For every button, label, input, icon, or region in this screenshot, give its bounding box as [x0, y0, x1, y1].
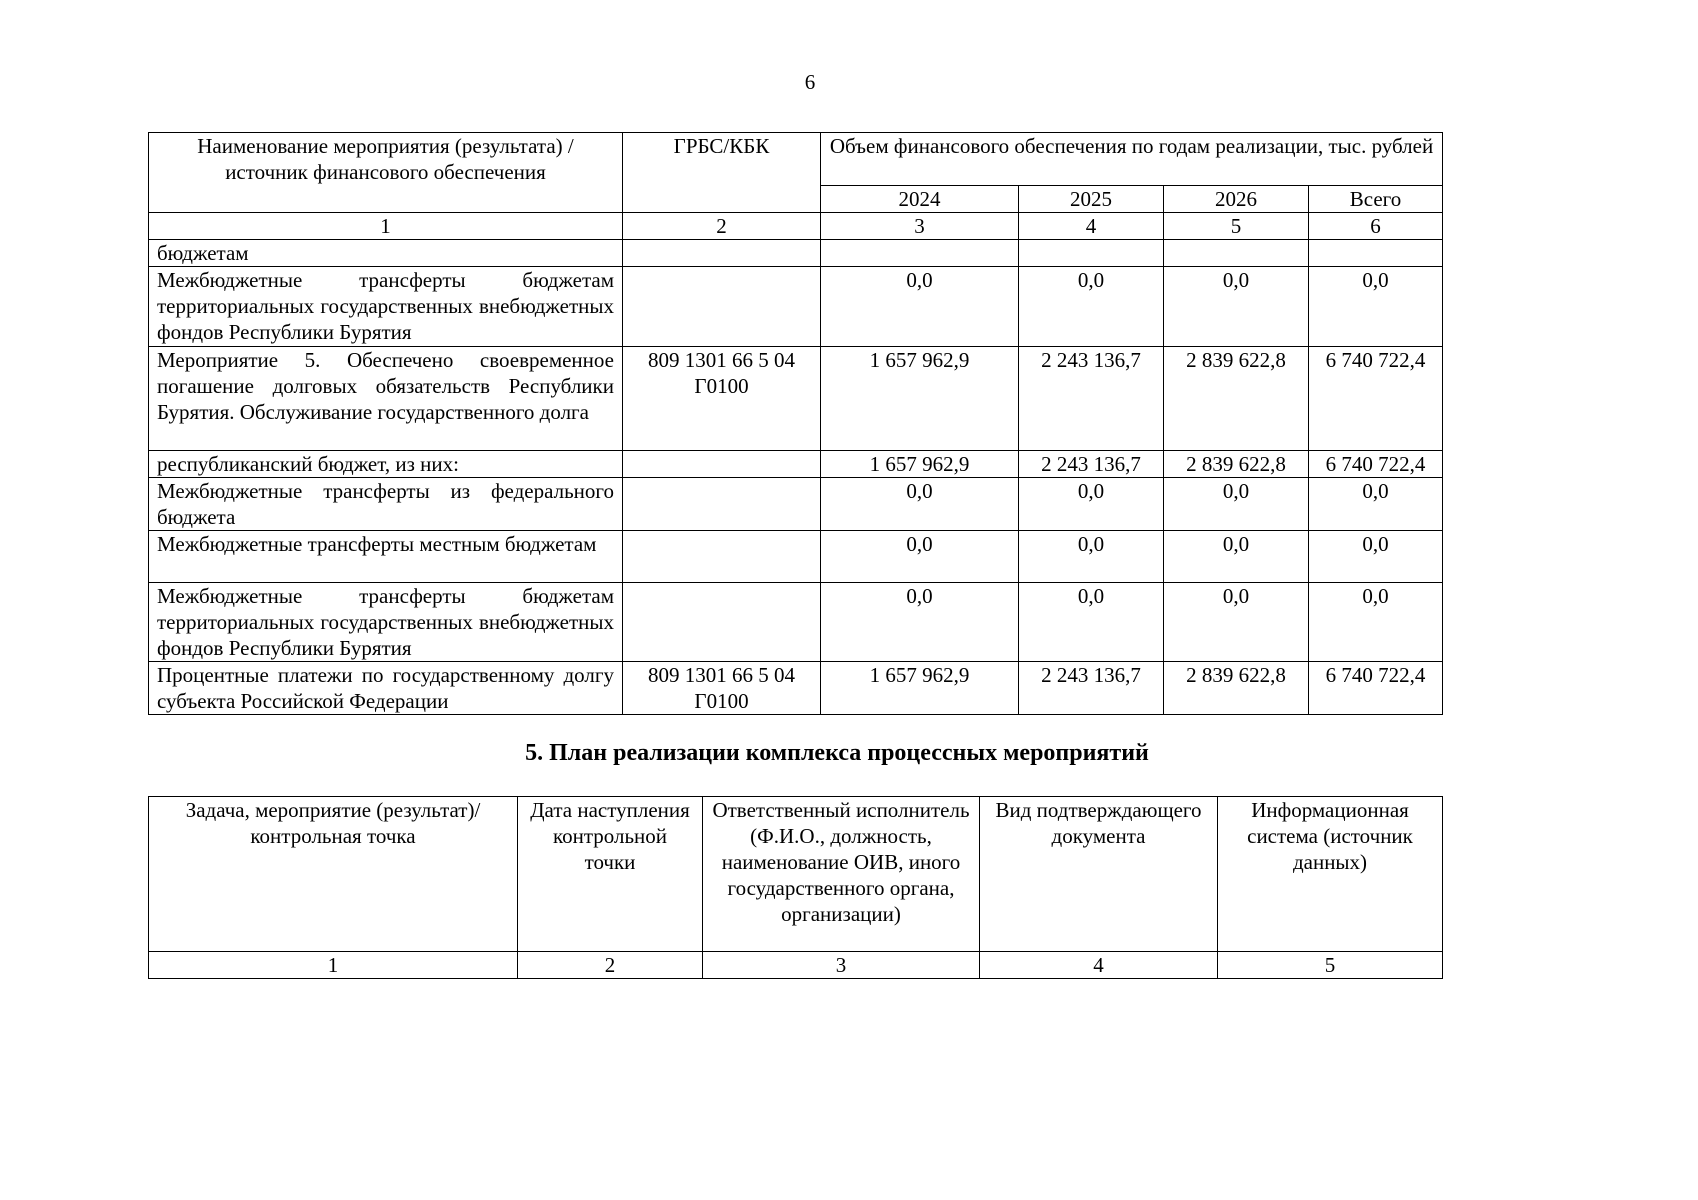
row-2026: 0,0: [1164, 478, 1309, 531]
table-row: [149, 267, 1443, 347]
header-volume: Объем финансового обеспечения по годам реализации, тыс. рублей: [821, 133, 1443, 186]
header-total: Всего: [1309, 186, 1443, 213]
row-name: бюджетам: [149, 240, 623, 267]
row-name: Мероприятие 5. Обеспечено своевременное погашение долговых обязательств Республики Бурятия. Обслуживание государственного долга: [149, 347, 623, 451]
row-2025: 2 243 136,7: [1019, 451, 1164, 478]
row-total: [1309, 240, 1443, 267]
col-number: 4: [980, 952, 1218, 979]
table-row: [149, 347, 1443, 451]
row-kbk: [623, 478, 821, 531]
row-name: Межбюджетные трансферты бюджетам территориальных государственных внебюджетных фондов Республики Бурятия: [149, 267, 623, 347]
row-kbk: 809 1301 66 5 04 Г0100: [623, 662, 821, 715]
table-row: [149, 478, 1443, 531]
col-number: 3: [703, 952, 980, 979]
row-total: 0,0: [1309, 531, 1443, 583]
col-number: 4: [1019, 213, 1164, 240]
row-2026: 2 839 622,8: [1164, 662, 1309, 715]
plan-colnum-row: [149, 952, 1443, 979]
finance-colnum-row: [149, 213, 1443, 240]
row-2026: 2 839 622,8: [1164, 451, 1309, 478]
row-2025: 2 243 136,7: [1019, 662, 1164, 715]
row-2024: 0,0: [821, 583, 1019, 662]
row-kbk: [623, 451, 821, 478]
col-number: 1: [149, 952, 518, 979]
row-2024: 1 657 962,9: [821, 347, 1019, 451]
row-name: республиканский бюджет, из них:: [149, 451, 623, 478]
row-name: Межбюджетные трансферты из федерального бюджета: [149, 478, 623, 531]
plan-header-row: [149, 797, 1443, 952]
page-number: 6: [804, 70, 816, 94]
row-2024: 0,0: [821, 267, 1019, 347]
section-title: 5. План реализации комплекса процессных мероприятий: [525, 740, 1149, 766]
finance-table: [148, 132, 1443, 715]
plan-header-date: Дата наступления контрольной точки: [518, 797, 703, 952]
row-2026: 0,0: [1164, 583, 1309, 662]
row-2025: 0,0: [1019, 583, 1164, 662]
header-grbs: ГРБС/КБК: [623, 133, 821, 213]
header-name: Наименование мероприятия (результата) /источник финансового обеспечения: [149, 133, 623, 213]
row-2026: [1164, 240, 1309, 267]
row-total: 0,0: [1309, 583, 1443, 662]
row-2024: 1 657 962,9: [821, 662, 1019, 715]
row-2024: 0,0: [821, 478, 1019, 531]
row-2026: 2 839 622,8: [1164, 347, 1309, 451]
row-total: 6 740 722,4: [1309, 662, 1443, 715]
table-row: [149, 662, 1443, 715]
row-total: 6 740 722,4: [1309, 451, 1443, 478]
row-2025: 2 243 136,7: [1019, 347, 1164, 451]
col-number: 2: [623, 213, 821, 240]
plan-header-responsible: Ответственный исполнитель (Ф.И.О., должность, наименование ОИВ, иного государственного органа, организации): [703, 797, 980, 952]
plan-header-document: Вид подтверждающего документа: [980, 797, 1218, 952]
plan-header-task: Задача, мероприятие (результат)/контрольная точка: [149, 797, 518, 952]
row-2025: 0,0: [1019, 531, 1164, 583]
table-row: [149, 583, 1443, 662]
row-2024: [821, 240, 1019, 267]
row-kbk: 809 1301 66 5 04 Г0100: [623, 347, 821, 451]
row-total: 0,0: [1309, 478, 1443, 531]
table-row: [149, 531, 1443, 583]
col-number: 3: [821, 213, 1019, 240]
row-2025: [1019, 240, 1164, 267]
col-number: 6: [1309, 213, 1443, 240]
plan-table: [148, 796, 1443, 979]
row-total: 0,0: [1309, 267, 1443, 347]
header-year: 2025: [1019, 186, 1164, 213]
row-total: 6 740 722,4: [1309, 347, 1443, 451]
header-year: 2026: [1164, 186, 1309, 213]
col-number: 5: [1164, 213, 1309, 240]
finance-header-row: [149, 133, 1443, 186]
row-2024: 1 657 962,9: [821, 451, 1019, 478]
row-2025: 0,0: [1019, 478, 1164, 531]
row-kbk: [623, 267, 821, 347]
table-row: [149, 240, 1443, 267]
row-2026: 0,0: [1164, 267, 1309, 347]
col-number: 2: [518, 952, 703, 979]
row-kbk: [623, 240, 821, 267]
row-2026: 0,0: [1164, 531, 1309, 583]
table-row: [149, 451, 1443, 478]
row-name: Межбюджетные трансферты бюджетам территориальных государственных внебюджетных фондов Республики Бурятия: [149, 583, 623, 662]
plan-header-system: Информационная система (источник данных): [1218, 797, 1443, 952]
row-name: Процентные платежи по государственному долгу субъекта Российской Федерации: [149, 662, 623, 715]
col-number: 5: [1218, 952, 1443, 979]
col-number: 1: [149, 213, 623, 240]
header-year: 2024: [821, 186, 1019, 213]
row-kbk: [623, 531, 821, 583]
row-2025: 0,0: [1019, 267, 1164, 347]
row-kbk: [623, 583, 821, 662]
row-name: Межбюджетные трансферты местным бюджетам: [149, 531, 623, 583]
row-2024: 0,0: [821, 531, 1019, 583]
